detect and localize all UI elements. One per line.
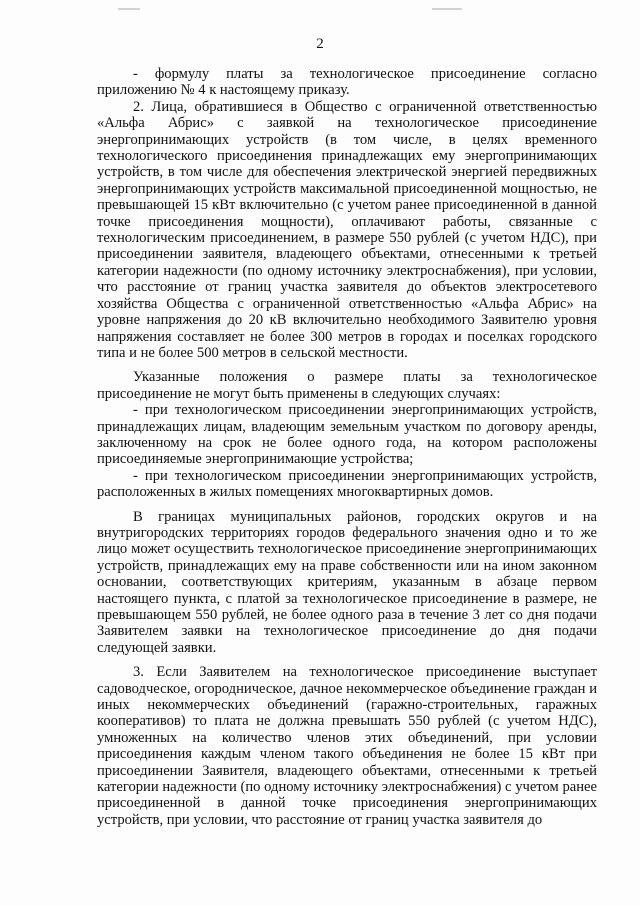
scan-artifact (118, 8, 140, 10)
paragraph-clause-3: 3. Если Заявителем на технологическое присоединение выступает садоводческое, огородническое, дачное некоммерческое объединение граждан и иных некоммерческих объединений (гаражно-строительных, гаражных кооперативов) то плата не должна превышать 550 рублей (с учетом НДС), умноженных на количество членов этих объединений, при условии присоединения каждым членом такого объединения не более 15 кВт при присоединении Заявителя, владеющего объектами, отнесенными к третьей категории надежности (по одному источнику электроснабжения) с учетом ранее присоединенной в данной точке присоединения энергопринимающих устройств, при условии, что расстояние от границ участка заявителя до (97, 664, 597, 828)
page-number: 2 (316, 36, 324, 52)
paragraph-clause-2: 2. Лица, обратившиеся в Общество с ограниченной ответственностью «Альфа Абрис» с заявкой на технологическое присоединение энергопринимающих устройств (в том числе, в целях временного технологического присоединения принадлежащих ему энергопринимающих устройств, в том числе для обеспечения электрической энергией передвижных энергопринимающих устройств максимальной присоединенной мощностью, не превышающей 15 кВт включительно (с учетом ранее присоединенной в данной точке присоединения мощности), оплачивают работы, связанные с технологическим присоединением, в размере 550 рублей (с учетом НДС), при присоединении заявителя, владеющего объектами, отнесенными к третьей категории надежности (по одному источнику электроснабжения), при условии, что расстояние от границ участка заявителя до объектов электросетевого хозяйства Общества с ограниченной ответственностью «Альфа Абрис» на уровне напряжения до 20 кВ включительно необходимого Заявителю уровня напряжения составляет не более 300 метров в городах и поселках городского типа и не более 500 метров в сельской местности. (97, 98, 597, 361)
paragraph-exception-apartments: - при технологическом присоединении энергопринимающих устройств, расположенных в жилых помещениях многоквартирных домов. (97, 467, 597, 501)
document-body (97, 66, 597, 828)
scan-artifact (432, 8, 462, 10)
paragraph-exceptions-intro: Указанные положения о размере платы за технологическое присоединение не могут быть применены в следующих случаях: (97, 369, 597, 402)
paragraph-exception-lease: - при технологическом присоединении энергопринимающих устройств, принадлежащих лицам, владеющим земельным участком по договору аренды, заключенному на срок не более одного года, на котором расположены присоединяемые энергопринимающие устройства; (97, 402, 597, 468)
paragraph-municipal-limit: В границах муниципальных районов, городских округов и на внутригородских территориях городов федерального значения одно и то же лицо может осуществить технологическое присоединение энергопринимающих устройств, принадлежащих ему на праве собственности или на ином законном основании, соответствующих критериям, указанным в абзаце первом настоящего пункта, с платой за технологическое присоединение в размере, не превышающем 550 рублей, не более одного раза в течение 3 лет со дня подачи Заявителем заявки на технологическое присоединение до дня подачи следующей заявки. (97, 508, 597, 656)
paragraph-formula-item: - формулу платы за технологическое присоединение согласно приложению № 4 к настоящему приказу. (97, 66, 597, 99)
